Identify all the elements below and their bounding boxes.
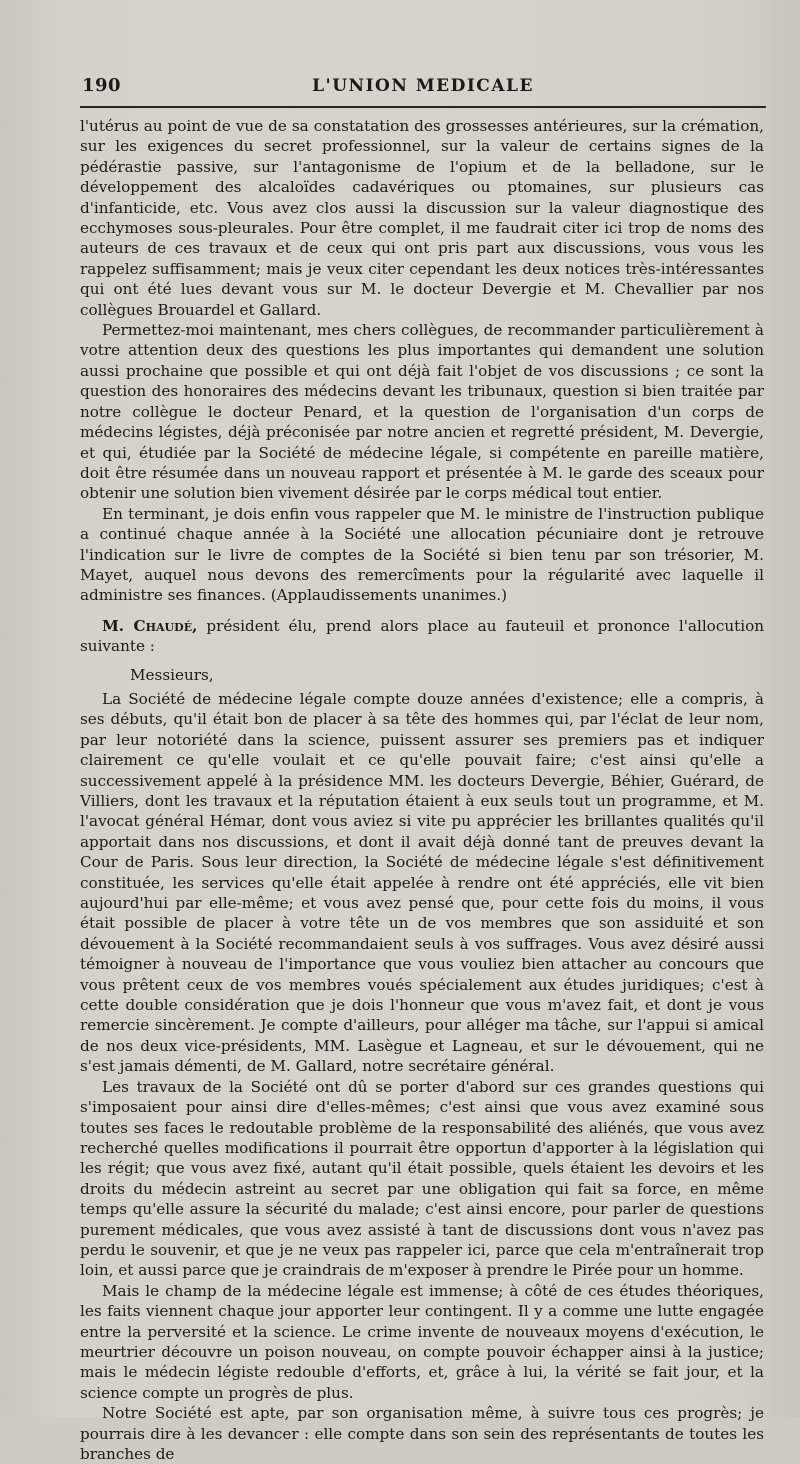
paragraph: En terminant, je dois enfin vous rappeler que M. le ministre de l'instruction publique a continué chaque année à la Société une allocation pécuniaire dont je retrouve l'indication sur le livre de comptes de la Société si bien tenu par son trésorier, M. Mayet, auquel nous devons des remercîments pour la régularité avec laquelle il administre ses finances. (Applaudissements unanimes.) (80, 504, 764, 605)
page-number: 190 (82, 75, 122, 96)
paragraph: Notre Société est apte, par son organisation même, à suivre tous ces progrès; je pourrais dire à les devancer : elle compte dans son sein des représentants de toutes les branches de (80, 1404, 764, 1463)
paragraph: Les travaux de la Société ont dû se porter d'abord sur ces grandes questions qui s'imposaient pour ainsi dire d'elles-mêmes; c'est ainsi que vous avez examiné sous toutes ses faces le redoutable problème de la responsabilité des aliénés, que vous avez recherché quelles modifications il pourrait être opportun d'apporter à la législation qui les régit; que vous avez fixé, autant qu'il était possible, quels étaient les devoirs et les droits du médecin astreint au secret par une obligation qui fait sa force, en même temps qu'elle assure la sécurité du malade; c'est ainsi encore, pour parler de questions purement médicales, que vous avez assisté à tant de discussions dont vous n'avez pas perdu le souvenir, et que je ne veux pas rappeler ici, parce que cela m'entraînerait trop loin, et aussi parce que je craindrais de m'exposer à prendre le Pirée pour un homme. (80, 1077, 764, 1280)
speaker-name: M. Chaudé, (102, 616, 198, 635)
speaker-paragraph (80, 616, 764, 657)
header-rule (80, 106, 766, 108)
paragraph: Mais le champ de la médecine légale est immense; à côté de ces études théoriques, les faits viennent chaque jour apporter leur contingent. Il y a comme une lutte engagée entre la perversité et la science. Le crime invente de nouveaux moyens d'exécution, le meurtrier découvre un poison nouveau, on compte pouvoir échapper ainsi à la justice; mais le médecin légiste redouble d'efforts, et, grâce à lui, la vérité se fait jour, et la science compte un progrès de plus. (80, 1281, 764, 1402)
body-text (80, 116, 764, 1464)
running-head: L'UNION MEDICALE (312, 76, 534, 96)
page-header (82, 74, 764, 100)
paragraph: Permettez-moi maintenant, mes chers collègues, de recommander particulièrement à votre attention deux des questions les plus importantes qui demandent une solution aussi prochaine que possible et qui ont déjà fait l'objet de vos discussions ; ce sont la question des honoraires des médecins devant les tribunaux, question si bien traitée par notre collègue le docteur Penard, et la question de l'organisation d'un corps de médecins légistes, déjà préconisée par notre ancien et regretté président, M. Devergie, et qui, étudiée par la Société de médecine légale, si compétente en pareille matière, doit être résumée dans un nouveau rapport et présentée à M. le garde des sceaux pour obtenir une solution bien vivement désirée par le corps médical tout entier. (80, 321, 764, 503)
salutation: Messieurs, (130, 665, 214, 684)
speaker-text: président élu, prend alors place au fauteuil et prononce l'allocution suivante : (80, 616, 764, 656)
paragraph: l'utérus au point de vue de sa constatation des grossesses antérieures, sur la crémation, sur les exigences du secret professionnel, sur la valeur de certains signes de la pédérastie passive, sur l'antagonisme de l'opium et de la belladone, sur le développement des alcaloïdes cadavériques ou ptomaines, sur plusieurs cas d'infanticide, etc. Vous avez clos aussi la discussion sur la valeur diagnostique des ecchymoses sous-pleurales. Pour être complet, il me faudrait citer ici trop de noms des auteurs de ces travaux et de ceux qui ont pris part aux discussions, vous vous les rappelez suffisamment; mais je veux citer cependant les deux notices très-intéressantes qui ont été lues devant vous sur M. le docteur Devergie et M. Chevallier par nos collègues Brouardel et Gallard. (80, 117, 764, 319)
paragraph: La Société de médecine légale compte douze années d'existence; elle a compris, à ses débuts, qu'il était bon de placer à sa tête des hommes qui, par l'éclat de leur nom, par leur notoriété dans la science, puissent assurer ses premiers pas et indiquer clairement ce qu'elle voulait et ce qu'elle pouvait faire; c'est ainsi qu'elle a successivement appelé à la présidence MM. les docteurs Devergie, Béhier, Guérard, de Villiers, dont les travaux et la réputation étaient à eux seuls tout un programme, et M. l'avocat général Hémar, dont vous aviez si vite pu apprécier les brillantes qualités qu'il apportait dans nos discussions, et dont il avait déjà donné tant de preuves devant la Cour de Paris. Sous leur direction, la Société de médecine légale s'est définitivement constituée, les services qu'elle était appelée à rendre ont été appréciés, elle vit bien aujourd'hui par elle-même; et vous avez pensé que, pour cette fois du moins, il vous était possible de placer à votre tête un de vos membres que son assiduité et son dévouement à la Société recommandaient seuls à vos suffrages. Vous avez désiré aussi témoigner à nouveau de l'importance que vous vouliez bien attacher au concours que vous prêtent ceux de vos membres voués spécialement aux études juridiques; c'est à cette double considération que je dois l'honneur que vous m'avez fait, et dont je vous remercie sincèrement. Je compte d'ailleurs, pour alléger ma tâche, sur l'appui si amical de nos deux vice-présidents, MM. Lasègue et Lagneau, et sur le dévouement, qui ne s'est jamais démenti, de M. Gallard, notre secrétaire général. (80, 689, 764, 1076)
